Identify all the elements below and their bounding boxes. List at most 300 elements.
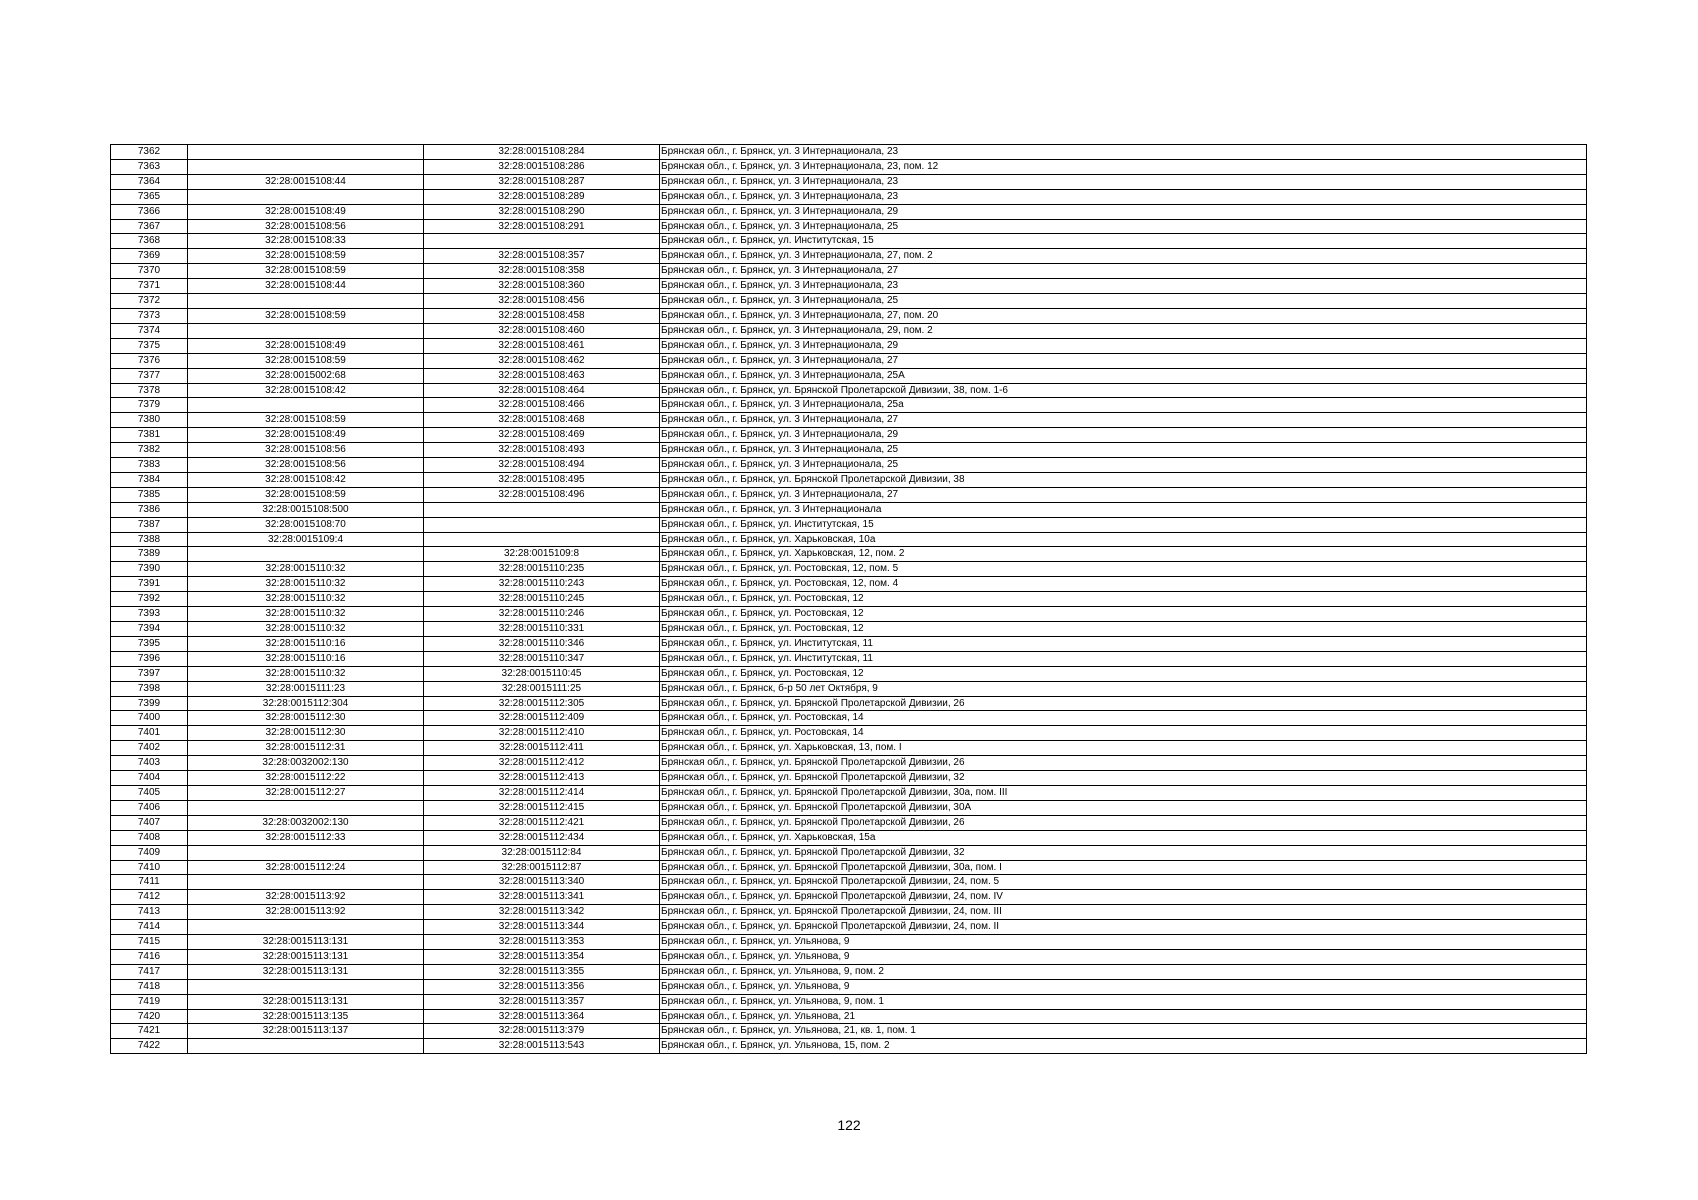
address-cell: Брянская обл., г. Брянск, ул. Ростовская, 12, пом. 4 (660, 577, 1587, 592)
table-row (111, 1024, 1587, 1039)
object-cadastral-number-cell: 32:28:0015113:341 (424, 890, 660, 905)
land-cadastral-number-cell: 32:28:0015111:23 (188, 681, 424, 696)
table-row (111, 622, 1587, 637)
land-cadastral-number-cell: 32:28:0015113:131 (188, 935, 424, 950)
address-cell: Брянская обл., г. Брянск, ул. Ростовская, 14 (660, 711, 1587, 726)
land-cadastral-number-cell: 32:28:0015110:32 (188, 622, 424, 637)
address-cell: Брянская обл., г. Брянск, ул. 3 Интернационала, 23 (660, 145, 1587, 160)
address-cell: Брянская обл., г. Брянск, ул. Брянской Пролетарской Дивизии, 30а, пом. III (660, 785, 1587, 800)
address-cell: Брянская обл., г. Брянск, ул. Брянской Пролетарской Дивизии, 26 (660, 815, 1587, 830)
land-cadastral-number-cell: 32:28:0032002:130 (188, 756, 424, 771)
land-cadastral-number-cell: 32:28:0015108:59 (188, 264, 424, 279)
table-row (111, 726, 1587, 741)
land-cadastral-number-cell: 32:28:0015002:68 (188, 368, 424, 383)
address-cell: Брянская обл., г. Брянск, ул. Брянской Пролетарской Дивизии, 38 (660, 472, 1587, 487)
row-number-cell: 7367 (111, 219, 188, 234)
row-number-cell: 7403 (111, 756, 188, 771)
land-cadastral-number-cell: 32:28:0015112:24 (188, 860, 424, 875)
table-row (111, 845, 1587, 860)
table-row (111, 458, 1587, 473)
row-number-cell: 7393 (111, 607, 188, 622)
object-cadastral-number-cell: 32:28:0015113:379 (424, 1024, 660, 1039)
table-row (111, 398, 1587, 413)
row-number-cell: 7421 (111, 1024, 188, 1039)
land-cadastral-number-cell: 32:28:0015108:49 (188, 204, 424, 219)
land-cadastral-number-cell (188, 920, 424, 935)
table-row (111, 741, 1587, 756)
table-row (111, 636, 1587, 651)
address-cell: Брянская обл., г. Брянск, ул. Харьковская, 12, пом. 2 (660, 547, 1587, 562)
table-row (111, 696, 1587, 711)
object-cadastral-number-cell: 32:28:0015108:358 (424, 264, 660, 279)
row-number-cell: 7391 (111, 577, 188, 592)
table-row (111, 756, 1587, 771)
object-cadastral-number-cell: 32:28:0015112:87 (424, 860, 660, 875)
row-number-cell: 7420 (111, 1009, 188, 1024)
address-cell: Брянская обл., г. Брянск, ул. 3 Интернационала, 27 (660, 413, 1587, 428)
address-cell: Брянская обл., г. Брянск, ул. Брянской Пролетарской Дивизии, 26 (660, 756, 1587, 771)
address-cell: Брянская обл., г. Брянск, ул. Ростовская, 12 (660, 592, 1587, 607)
object-cadastral-number-cell: 32:28:0015110:245 (424, 592, 660, 607)
object-cadastral-number-cell: 32:28:0015113:340 (424, 875, 660, 890)
row-number-cell: 7407 (111, 815, 188, 830)
address-cell: Брянская обл., г. Брянск, ул. 3 Интернационала, 27, пом. 2 (660, 249, 1587, 264)
object-cadastral-number-cell: 32:28:0015113:344 (424, 920, 660, 935)
land-cadastral-number-cell (188, 398, 424, 413)
object-cadastral-number-cell: 32:28:0015113:354 (424, 949, 660, 964)
address-cell: Брянская обл., г. Брянск, ул. Харьковская, 15а (660, 830, 1587, 845)
land-cadastral-number-cell: 32:28:0015112:22 (188, 771, 424, 786)
land-cadastral-number-cell: 32:28:0015108:70 (188, 517, 424, 532)
object-cadastral-number-cell: 32:28:0015108:493 (424, 443, 660, 458)
object-cadastral-number-cell: 32:28:0015112:434 (424, 830, 660, 845)
row-number-cell: 7410 (111, 860, 188, 875)
table-row (111, 905, 1587, 920)
object-cadastral-number-cell: 32:28:0015108:360 (424, 279, 660, 294)
table-row (111, 249, 1587, 264)
land-cadastral-number-cell: 32:28:0015108:59 (188, 308, 424, 323)
row-number-cell: 7412 (111, 890, 188, 905)
object-cadastral-number-cell: 32:28:0015113:356 (424, 979, 660, 994)
row-number-cell: 7369 (111, 249, 188, 264)
land-cadastral-number-cell: 32:28:0015108:44 (188, 279, 424, 294)
land-cadastral-number-cell: 32:28:0015108:59 (188, 353, 424, 368)
row-number-cell: 7419 (111, 994, 188, 1009)
table-row (111, 994, 1587, 1009)
land-cadastral-number-cell (188, 800, 424, 815)
table-row (111, 368, 1587, 383)
table-row (111, 607, 1587, 622)
object-cadastral-number-cell: 32:28:0015108:466 (424, 398, 660, 413)
table-row (111, 383, 1587, 398)
row-number-cell: 7395 (111, 636, 188, 651)
table-row (111, 189, 1587, 204)
address-cell: Брянская обл., г. Брянск, ул. Ульянова, 9, пом. 1 (660, 994, 1587, 1009)
object-cadastral-number-cell: 32:28:0015110:347 (424, 651, 660, 666)
table-row (111, 547, 1587, 562)
page-number: 122 (837, 1117, 861, 1133)
address-cell: Брянская обл., г. Брянск, ул. Институтская, 15 (660, 517, 1587, 532)
address-cell: Брянская обл., г. Брянск, ул. 3 Интернационала, 27 (660, 487, 1587, 502)
row-number-cell: 7417 (111, 964, 188, 979)
address-cell: Брянская обл., г. Брянск, ул. Ульянова, 9 (660, 935, 1587, 950)
table-row (111, 279, 1587, 294)
address-cell: Брянская обл., г. Брянск, ул. Брянской Пролетарской Дивизии, 38, пом. 1-6 (660, 383, 1587, 398)
land-cadastral-number-cell: 32:28:0015110:32 (188, 666, 424, 681)
land-cadastral-number-cell: 32:28:0015110:32 (188, 592, 424, 607)
object-cadastral-number-cell: 32:28:0015112:84 (424, 845, 660, 860)
address-cell: Брянская обл., г. Брянск, ул. 3 Интернационала, 23, пом. 12 (660, 159, 1587, 174)
land-cadastral-number-cell: 32:28:0015108:500 (188, 502, 424, 517)
object-cadastral-number-cell: 32:28:0015111:25 (424, 681, 660, 696)
table-row (111, 771, 1587, 786)
address-cell: Брянская обл., г. Брянск, ул. Институтская, 11 (660, 636, 1587, 651)
land-cadastral-number-cell: 32:28:0015112:33 (188, 830, 424, 845)
row-number-cell: 7392 (111, 592, 188, 607)
table-row (111, 920, 1587, 935)
row-number-cell: 7408 (111, 830, 188, 845)
address-cell: Брянская обл., г. Брянск, ул. Брянской Пролетарской Дивизии, 24, пом. IV (660, 890, 1587, 905)
object-cadastral-number-cell: 32:28:0015113:353 (424, 935, 660, 950)
object-cadastral-number-cell: 32:28:0015108:462 (424, 353, 660, 368)
address-cell: Брянская обл., г. Брянск, ул. Ульянова, 21 (660, 1009, 1587, 1024)
object-cadastral-number-cell: 32:28:0015113:342 (424, 905, 660, 920)
table-row (111, 219, 1587, 234)
row-number-cell: 7405 (111, 785, 188, 800)
table-row (111, 935, 1587, 950)
address-cell: Брянская обл., г. Брянск, ул. Брянской Пролетарской Дивизии, 24, пом. II (660, 920, 1587, 935)
land-cadastral-number-cell: 32:28:0032002:130 (188, 815, 424, 830)
row-number-cell: 7364 (111, 174, 188, 189)
row-number-cell: 7389 (111, 547, 188, 562)
address-cell: Брянская обл., г. Брянск, ул. Ростовская, 12 (660, 666, 1587, 681)
table-row (111, 159, 1587, 174)
table-row (111, 830, 1587, 845)
address-cell: Брянская обл., г. Брянск, ул. 3 Интернационала, 29 (660, 338, 1587, 353)
object-cadastral-number-cell: 32:28:0015108:357 (424, 249, 660, 264)
address-cell: Брянская обл., г. Брянск, ул. 3 Интернационала, 27 (660, 353, 1587, 368)
table-row (111, 264, 1587, 279)
address-cell: Брянская обл., г. Брянск, ул. 3 Интернационала, 25А (660, 368, 1587, 383)
object-cadastral-number-cell: 32:28:0015113:543 (424, 1039, 660, 1054)
table-row (111, 338, 1587, 353)
object-cadastral-number-cell: 32:28:0015108:494 (424, 458, 660, 473)
address-cell: Брянская обл., г. Брянск, ул. Ростовская, 12 (660, 607, 1587, 622)
land-cadastral-number-cell: 32:28:0015110:16 (188, 636, 424, 651)
row-number-cell: 7375 (111, 338, 188, 353)
row-number-cell: 7406 (111, 800, 188, 815)
table-row (111, 234, 1587, 249)
land-cadastral-number-cell: 32:28:0015113:92 (188, 905, 424, 920)
land-cadastral-number-cell (188, 547, 424, 562)
object-cadastral-number-cell: 32:28:0015108:456 (424, 294, 660, 309)
row-number-cell: 7372 (111, 294, 188, 309)
table-row (111, 815, 1587, 830)
object-cadastral-number-cell: 32:28:0015108:469 (424, 428, 660, 443)
address-cell: Брянская обл., г. Брянск, ул. 3 Интернационала, 27, пом. 20 (660, 308, 1587, 323)
table-row (111, 472, 1587, 487)
row-number-cell: 7404 (111, 771, 188, 786)
address-cell: Брянская обл., г. Брянск, ул. 3 Интернационала, 27 (660, 264, 1587, 279)
table-row (111, 979, 1587, 994)
table-row (111, 890, 1587, 905)
row-number-cell: 7362 (111, 145, 188, 160)
registry-table-body (111, 145, 1587, 1054)
land-cadastral-number-cell: 32:28:0015108:49 (188, 428, 424, 443)
row-number-cell: 7365 (111, 189, 188, 204)
table-row (111, 294, 1587, 309)
row-number-cell: 7416 (111, 949, 188, 964)
object-cadastral-number-cell: 32:28:0015108:496 (424, 487, 660, 502)
object-cadastral-number-cell: 32:28:0015112:410 (424, 726, 660, 741)
row-number-cell: 7382 (111, 443, 188, 458)
table-row (111, 681, 1587, 696)
land-cadastral-number-cell (188, 845, 424, 860)
land-cadastral-number-cell: 32:28:0015110:16 (188, 651, 424, 666)
row-number-cell: 7381 (111, 428, 188, 443)
row-number-cell: 7399 (111, 696, 188, 711)
row-number-cell: 7373 (111, 308, 188, 323)
object-cadastral-number-cell: 32:28:0015112:415 (424, 800, 660, 815)
table-row (111, 353, 1587, 368)
row-number-cell: 7363 (111, 159, 188, 174)
object-cadastral-number-cell: 32:28:0015110:235 (424, 562, 660, 577)
land-cadastral-number-cell: 32:28:0015110:32 (188, 577, 424, 592)
object-cadastral-number-cell: 32:28:0015108:289 (424, 189, 660, 204)
address-cell: Брянская обл., г. Брянск, ул. 3 Интернационала, 29, пом. 2 (660, 323, 1587, 338)
object-cadastral-number-cell (424, 234, 660, 249)
row-number-cell: 7409 (111, 845, 188, 860)
row-number-cell: 7368 (111, 234, 188, 249)
object-cadastral-number-cell (424, 532, 660, 547)
row-number-cell: 7371 (111, 279, 188, 294)
object-cadastral-number-cell: 32:28:0015113:364 (424, 1009, 660, 1024)
address-cell: Брянская обл., г. Брянск, ул. Брянской Пролетарской Дивизии, 26 (660, 696, 1587, 711)
object-cadastral-number-cell: 32:28:0015112:413 (424, 771, 660, 786)
row-number-cell: 7413 (111, 905, 188, 920)
object-cadastral-number-cell (424, 517, 660, 532)
row-number-cell: 7411 (111, 875, 188, 890)
land-cadastral-number-cell (188, 189, 424, 204)
row-number-cell: 7386 (111, 502, 188, 517)
object-cadastral-number-cell (424, 502, 660, 517)
land-cadastral-number-cell: 32:28:0015108:56 (188, 219, 424, 234)
object-cadastral-number-cell: 32:28:0015113:355 (424, 964, 660, 979)
object-cadastral-number-cell: 32:28:0015112:412 (424, 756, 660, 771)
land-cadastral-number-cell: 32:28:0015108:49 (188, 338, 424, 353)
address-cell: Брянская обл., г. Брянск, ул. Ростовская, 12, пом. 5 (660, 562, 1587, 577)
row-number-cell: 7415 (111, 935, 188, 950)
land-cadastral-number-cell (188, 875, 424, 890)
table-row (111, 651, 1587, 666)
row-number-cell: 7378 (111, 383, 188, 398)
land-cadastral-number-cell: 32:28:0015112:31 (188, 741, 424, 756)
object-cadastral-number-cell: 32:28:0015108:495 (424, 472, 660, 487)
object-cadastral-number-cell: 32:28:0015110:346 (424, 636, 660, 651)
land-cadastral-number-cell: 32:28:0015108:42 (188, 383, 424, 398)
land-cadastral-number-cell: 32:28:0015109:4 (188, 532, 424, 547)
address-cell: Брянская обл., г. Брянск, ул. Брянской Пролетарской Дивизии, 30А (660, 800, 1587, 815)
land-cadastral-number-cell (188, 1039, 424, 1054)
land-cadastral-number-cell: 32:28:0015113:131 (188, 949, 424, 964)
object-cadastral-number-cell: 32:28:0015108:460 (424, 323, 660, 338)
land-cadastral-number-cell: 32:28:0015113:135 (188, 1009, 424, 1024)
row-number-cell: 7398 (111, 681, 188, 696)
row-number-cell: 7377 (111, 368, 188, 383)
object-cadastral-number-cell: 32:28:0015112:411 (424, 741, 660, 756)
row-number-cell: 7390 (111, 562, 188, 577)
table-row (111, 562, 1587, 577)
land-cadastral-number-cell: 32:28:0015113:92 (188, 890, 424, 905)
address-cell: Брянская обл., г. Брянск, ул. Ульянова, 9, пом. 2 (660, 964, 1587, 979)
row-number-cell: 7394 (111, 622, 188, 637)
table-row (111, 785, 1587, 800)
object-cadastral-number-cell: 32:28:0015110:331 (424, 622, 660, 637)
object-cadastral-number-cell: 32:28:0015112:305 (424, 696, 660, 711)
row-number-cell: 7388 (111, 532, 188, 547)
row-number-cell: 7418 (111, 979, 188, 994)
object-cadastral-number-cell: 32:28:0015113:357 (424, 994, 660, 1009)
table-row (111, 860, 1587, 875)
table-row (111, 145, 1587, 160)
row-number-cell: 7402 (111, 741, 188, 756)
address-cell: Брянская обл., г. Брянск, ул. Институтская, 11 (660, 651, 1587, 666)
object-cadastral-number-cell: 32:28:0015108:463 (424, 368, 660, 383)
address-cell: Брянская обл., г. Брянск, ул. 3 Интернационала, 23 (660, 174, 1587, 189)
object-cadastral-number-cell: 32:28:0015109:8 (424, 547, 660, 562)
address-cell: Брянская обл., г. Брянск, ул. Брянской Пролетарской Дивизии, 30а, пом. I (660, 860, 1587, 875)
row-number-cell: 7366 (111, 204, 188, 219)
row-number-cell: 7397 (111, 666, 188, 681)
land-cadastral-number-cell: 32:28:0015113:137 (188, 1024, 424, 1039)
table-row (111, 949, 1587, 964)
land-cadastral-number-cell (188, 159, 424, 174)
land-cadastral-number-cell: 32:28:0015108:33 (188, 234, 424, 249)
land-cadastral-number-cell: 32:28:0015108:59 (188, 413, 424, 428)
table-row (111, 711, 1587, 726)
table-row (111, 1039, 1587, 1054)
object-cadastral-number-cell: 32:28:0015110:246 (424, 607, 660, 622)
land-cadastral-number-cell: 32:28:0015112:27 (188, 785, 424, 800)
address-cell: Брянская обл., г. Брянск, ул. Ульянова, 9 (660, 949, 1587, 964)
address-cell: Брянская обл., г. Брянск, ул. 3 Интернационала, 23 (660, 279, 1587, 294)
address-cell: Брянская обл., г. Брянск, ул. Ульянова, 9 (660, 979, 1587, 994)
table-row (111, 487, 1587, 502)
address-cell: Брянская обл., г. Брянск, ул. 3 Интернационала, 29 (660, 428, 1587, 443)
land-cadastral-number-cell: 32:28:0015108:56 (188, 443, 424, 458)
row-number-cell: 7374 (111, 323, 188, 338)
land-cadastral-number-cell: 32:28:0015113:131 (188, 994, 424, 1009)
address-cell: Брянская обл., г. Брянск, ул. Харьковская, 13, пом. I (660, 741, 1587, 756)
address-cell: Брянская обл., г. Брянск, ул. Ростовская, 12 (660, 622, 1587, 637)
land-cadastral-number-cell: 32:28:0015113:131 (188, 964, 424, 979)
row-number-cell: 7376 (111, 353, 188, 368)
table-row (111, 577, 1587, 592)
object-cadastral-number-cell: 32:28:0015108:290 (424, 204, 660, 219)
registry-table (110, 144, 1587, 1054)
row-number-cell: 7370 (111, 264, 188, 279)
table-row (111, 428, 1587, 443)
address-cell: Брянская обл., г. Брянск, ул. 3 Интернационала, 25а (660, 398, 1587, 413)
address-cell: Брянская обл., г. Брянск, ул. Брянской Пролетарской Дивизии, 32 (660, 771, 1587, 786)
row-number-cell: 7384 (111, 472, 188, 487)
object-cadastral-number-cell: 32:28:0015108:291 (424, 219, 660, 234)
row-number-cell: 7385 (111, 487, 188, 502)
object-cadastral-number-cell: 32:28:0015108:287 (424, 174, 660, 189)
address-cell: Брянская обл., г. Брянск, ул. Брянской Пролетарской Дивизии, 24, пом. III (660, 905, 1587, 920)
table-row (111, 592, 1587, 607)
row-number-cell: 7383 (111, 458, 188, 473)
address-cell: Брянская обл., г. Брянск, ул. Ульянова, 15, пом. 2 (660, 1039, 1587, 1054)
address-cell: Брянская обл., г. Брянск, ул. 3 Интернационала, 25 (660, 458, 1587, 473)
row-number-cell: 7387 (111, 517, 188, 532)
object-cadastral-number-cell: 32:28:0015110:45 (424, 666, 660, 681)
address-cell: Брянская обл., г. Брянск, ул. Брянской Пролетарской Дивизии, 32 (660, 845, 1587, 860)
object-cadastral-number-cell: 32:28:0015112:421 (424, 815, 660, 830)
table-row (111, 204, 1587, 219)
table-row (111, 174, 1587, 189)
row-number-cell: 7400 (111, 711, 188, 726)
row-number-cell: 7414 (111, 920, 188, 935)
row-number-cell: 7422 (111, 1039, 188, 1054)
object-cadastral-number-cell: 32:28:0015108:468 (424, 413, 660, 428)
row-number-cell: 7380 (111, 413, 188, 428)
address-cell: Брянская обл., г. Брянск, ул. Институтская, 15 (660, 234, 1587, 249)
address-cell: Брянская обл., г. Брянск, ул. Брянской Пролетарской Дивизии, 24, пом. 5 (660, 875, 1587, 890)
land-cadastral-number-cell (188, 323, 424, 338)
address-cell: Брянская обл., г. Брянск, ул. 3 Интернационала (660, 502, 1587, 517)
land-cadastral-number-cell: 32:28:0015108:59 (188, 249, 424, 264)
table-row (111, 413, 1587, 428)
object-cadastral-number-cell: 32:28:0015110:243 (424, 577, 660, 592)
table-row (111, 308, 1587, 323)
land-cadastral-number-cell: 32:28:0015110:32 (188, 562, 424, 577)
address-cell: Брянская обл., г. Брянск, ул. Ростовская, 14 (660, 726, 1587, 741)
object-cadastral-number-cell: 32:28:0015108:464 (424, 383, 660, 398)
table-row (111, 517, 1587, 532)
address-cell: Брянская обл., г. Брянск, ул. Ульянова, 21, кв. 1, пом. 1 (660, 1024, 1587, 1039)
table-row (111, 666, 1587, 681)
address-cell: Брянская обл., г. Брянск, ул. Харьковская, 10а (660, 532, 1587, 547)
table-row (111, 1009, 1587, 1024)
table-row (111, 323, 1587, 338)
land-cadastral-number-cell: 32:28:0015112:304 (188, 696, 424, 711)
address-cell: Брянская обл., г. Брянск, ул. 3 Интернационала, 23 (660, 189, 1587, 204)
object-cadastral-number-cell: 32:28:0015108:458 (424, 308, 660, 323)
land-cadastral-number-cell: 32:28:0015110:32 (188, 607, 424, 622)
row-number-cell: 7401 (111, 726, 188, 741)
land-cadastral-number-cell: 32:28:0015108:56 (188, 458, 424, 473)
row-number-cell: 7396 (111, 651, 188, 666)
table-row (111, 502, 1587, 517)
table-row (111, 800, 1587, 815)
land-cadastral-number-cell (188, 145, 424, 160)
object-cadastral-number-cell: 32:28:0015108:284 (424, 145, 660, 160)
land-cadastral-number-cell: 32:28:0015112:30 (188, 726, 424, 741)
table-row (111, 443, 1587, 458)
land-cadastral-number-cell: 32:28:0015108:59 (188, 487, 424, 502)
address-cell: Брянская обл., г. Брянск, ул. 3 Интернационала, 29 (660, 204, 1587, 219)
land-cadastral-number-cell: 32:28:0015108:44 (188, 174, 424, 189)
address-cell: Брянская обл., г. Брянск, б-р 50 лет Октября, 9 (660, 681, 1587, 696)
land-cadastral-number-cell: 32:28:0015108:42 (188, 472, 424, 487)
address-cell: Брянская обл., г. Брянск, ул. 3 Интернационала, 25 (660, 219, 1587, 234)
object-cadastral-number-cell: 32:28:0015112:409 (424, 711, 660, 726)
land-cadastral-number-cell (188, 979, 424, 994)
object-cadastral-number-cell: 32:28:0015112:414 (424, 785, 660, 800)
object-cadastral-number-cell: 32:28:0015108:461 (424, 338, 660, 353)
land-cadastral-number-cell (188, 294, 424, 309)
